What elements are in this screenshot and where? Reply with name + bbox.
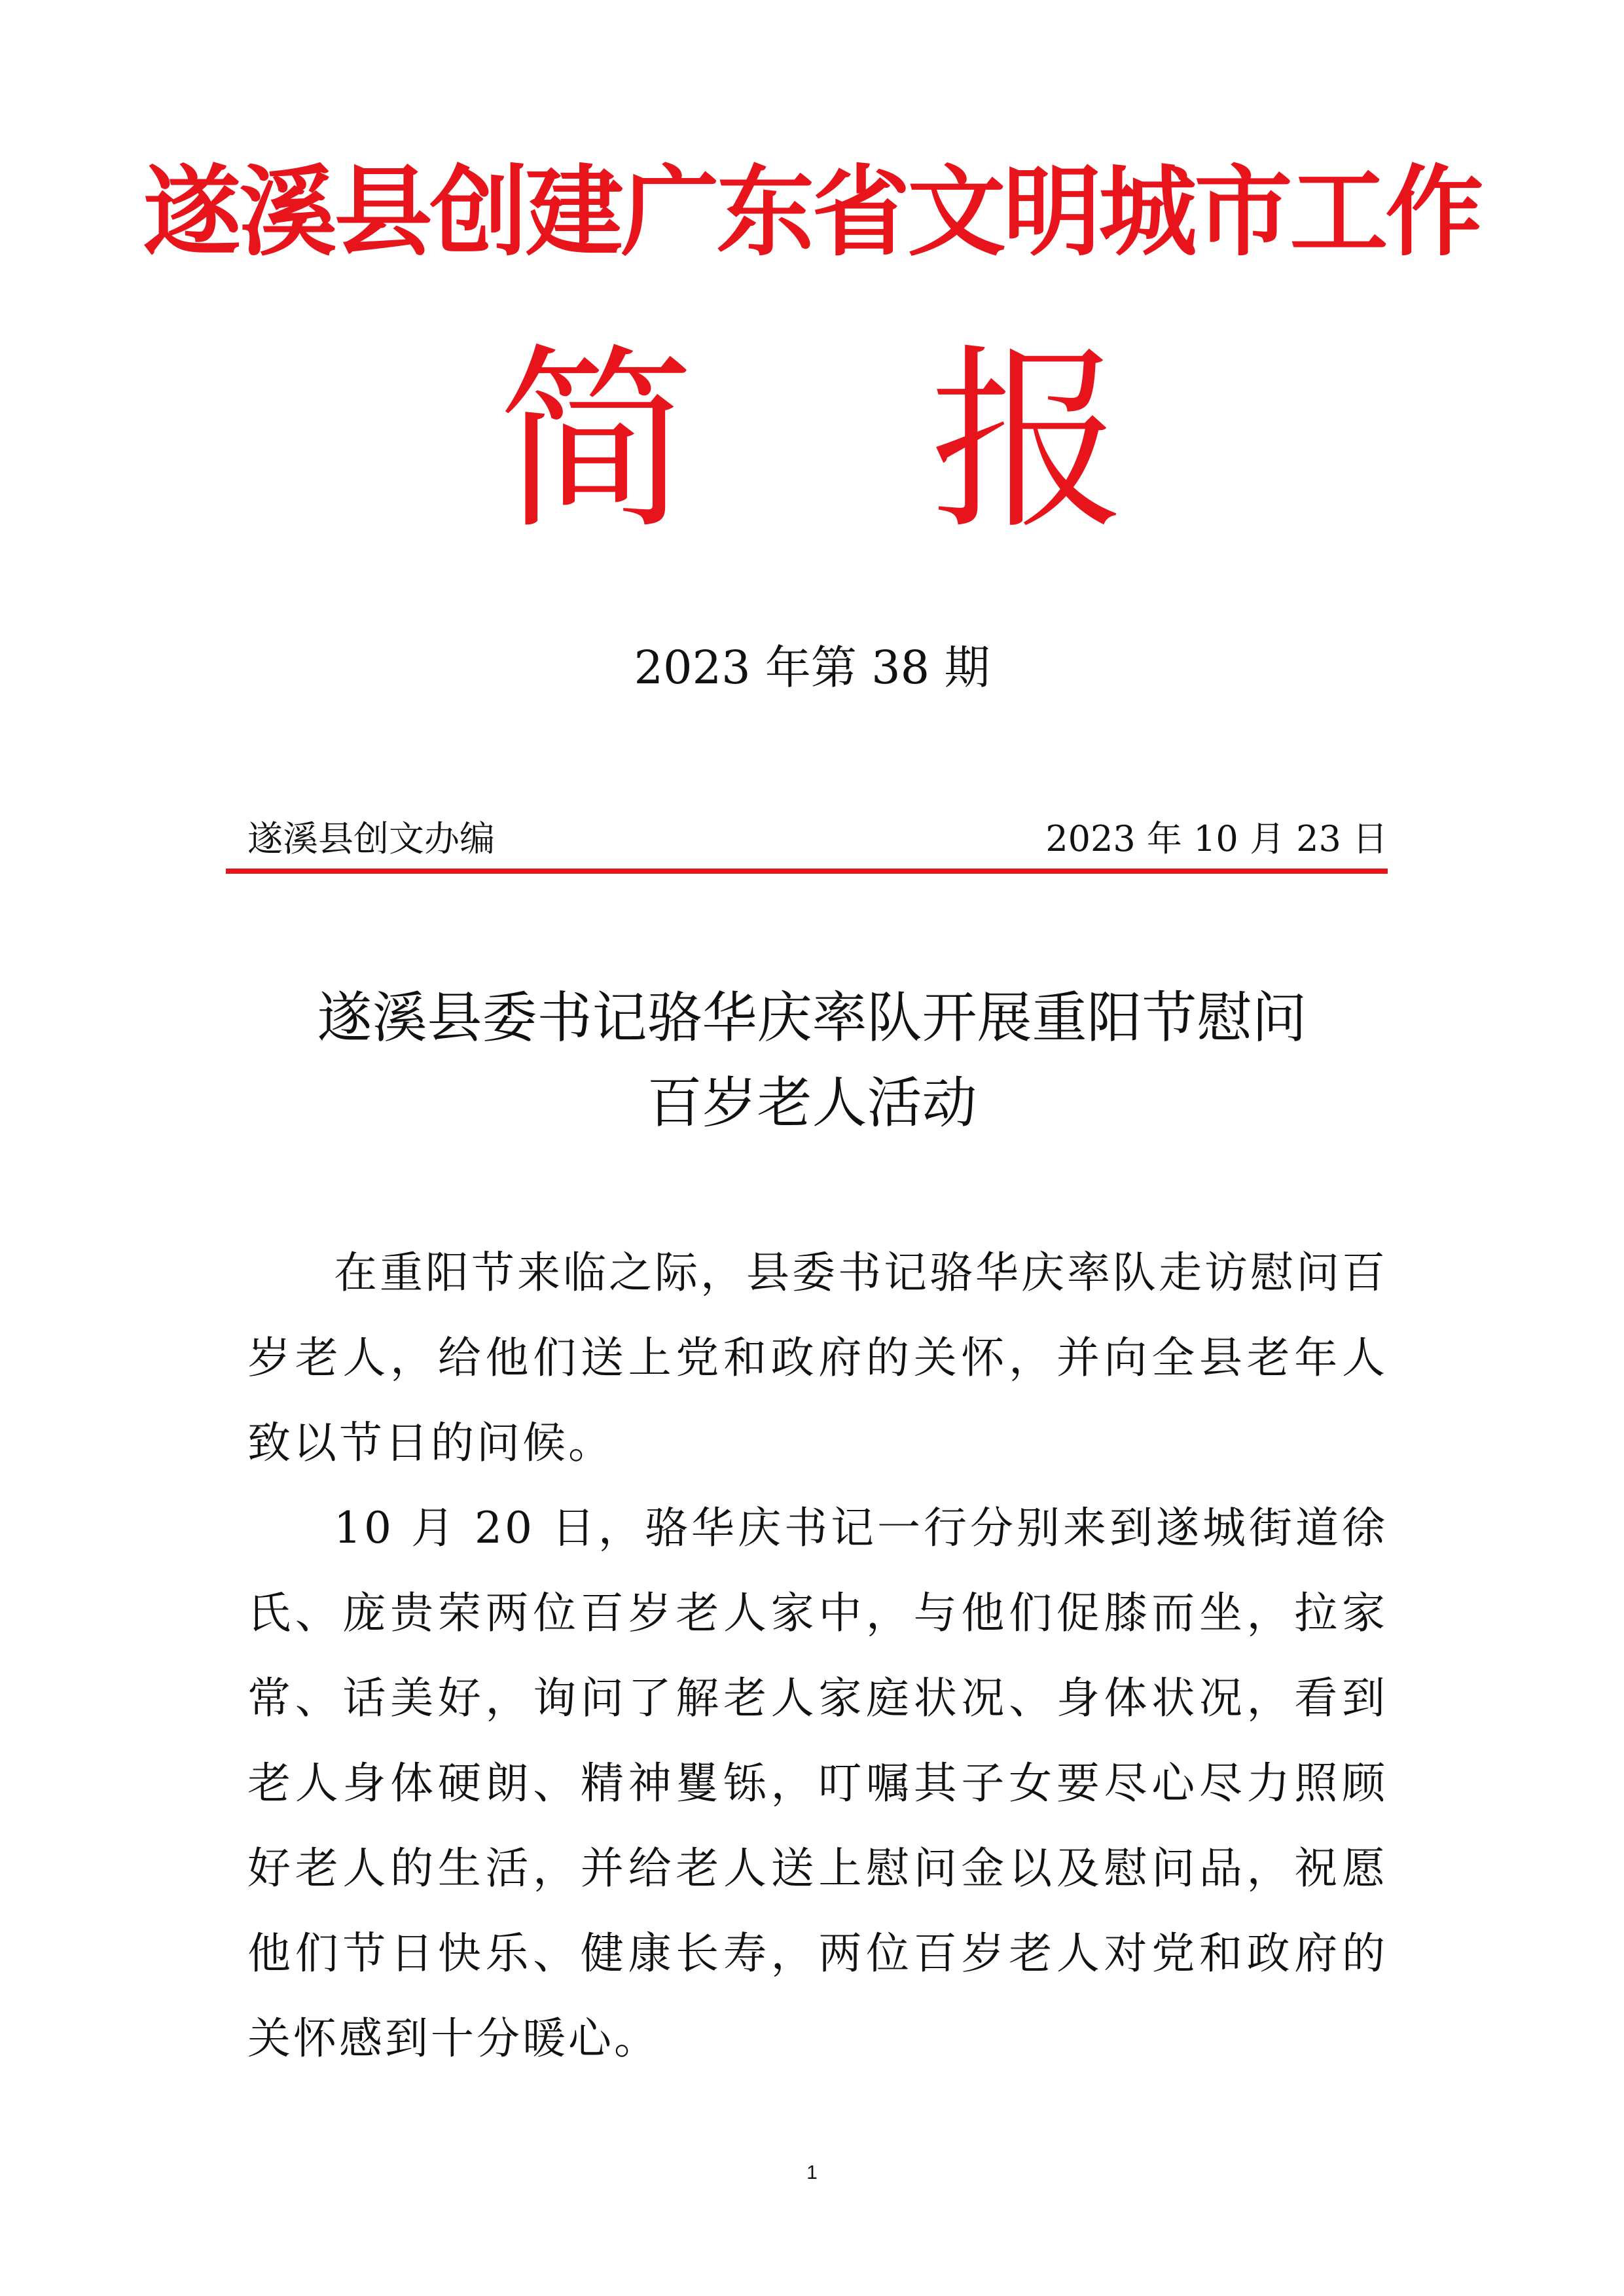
page-number: 1 [806, 2162, 818, 2183]
article-body [247, 1230, 1388, 2081]
article-title-line-1: 遂溪县委书记骆华庆率队开展重阳节慰问 [317, 986, 1307, 1050]
masthead-title: 遂溪县创建广东省文明城市工作 [143, 156, 1481, 270]
masthead-subtitle-char-2: 报 [929, 327, 1127, 556]
meta-row [247, 813, 1388, 865]
article-title [0, 975, 1624, 1145]
paragraph-2: 10 月 20 日，骆华庆书记一行分别来到遂城街道徐氏、庞贵荣两位百岁老人家中，与他们促膝而坐，拉家常、话美好，询问了解老人家庭状况、身体状况，看到老人身体硬朗、精神矍铄，叮嘱其子女要尽心尽力照顾好老人的生活，并给老人送上慰问金以及慰问品，祝愿他们节日快乐、健康长寿，两位百岁老人对党和政府的关怀感到十分暖心。 [247, 1503, 1388, 2064]
article-title-line-2: 百岁老人活动 [647, 1071, 977, 1135]
editor-label: 遂溪县创文办编 [247, 818, 495, 859]
issue-number: 2023 年第 38 期 [634, 641, 990, 694]
masthead-subtitle-char-1: 简 [497, 327, 695, 556]
red-divider [226, 869, 1388, 874]
masthead-subtitle [0, 327, 1624, 556]
publish-date: 2023 年 10 月 23 日 [1045, 818, 1388, 859]
paragraph-1: 在重阳节来临之际，县委书记骆华庆率队走访慰问百岁老人，给他们送上党和政府的关怀，并向全县老年人致以节日的问候。 [247, 1247, 1388, 1468]
